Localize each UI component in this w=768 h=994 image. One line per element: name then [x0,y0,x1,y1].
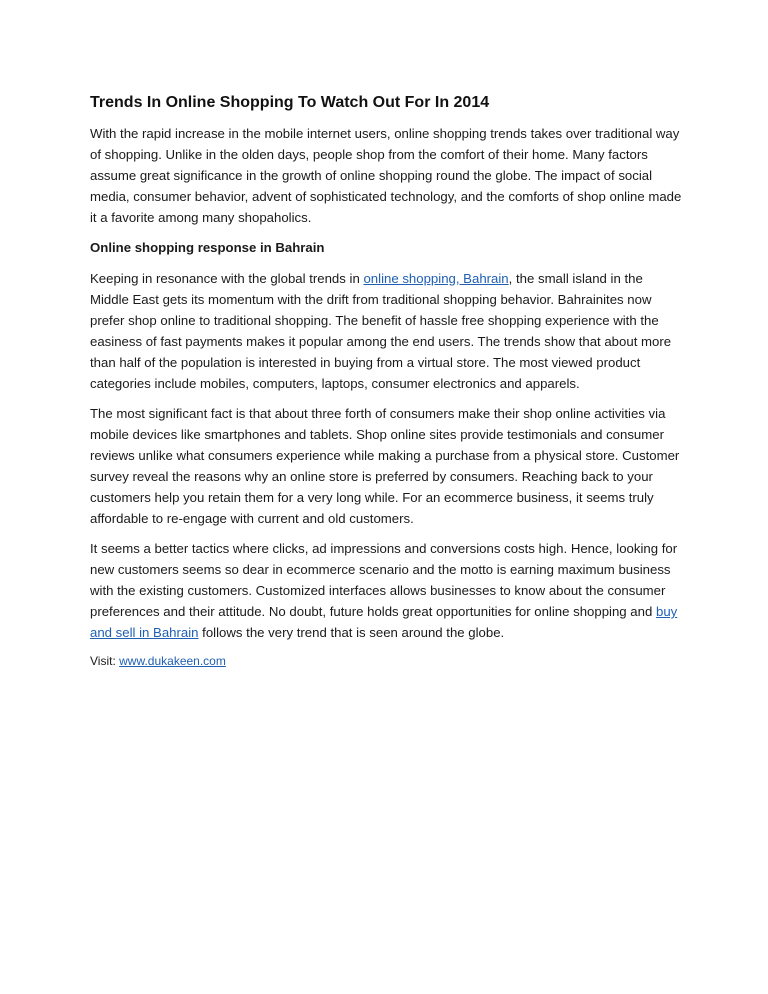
paragraph-text: It seems a better tactics where clicks, ad impressions and conversions costs high. Hence, looking for new customers seems so dear in ecommerce scenario and the motto is earning maximum business with the existing customers. Customized interfaces allows businesses to know about the consumer preferences and their attitude. No doubt, future holds great opportunities for online shopping and [90,541,678,619]
buy-sell-bahrain-link[interactable]: buy and sell in Bahrain [90,604,678,640]
paragraph-text: Keeping in resonance with the global trends in [90,271,364,286]
paragraph-text: follows the very trend that is seen around the globe. [198,625,505,640]
document-page [90,92,682,679]
bahrain-paragraph [90,268,682,394]
paragraph-text: , the small island in the Middle East gets its momentum with the drift from traditional shopping behavior. Bahrainites now prefer shop online to traditional shopping. The benefit of hassle free shopping experience with the easiness of fast payments makes it popular among the end users. The trends show that about more than half of the population is interested in buying from a virtual store. The most viewed product categories include mobiles, computers, laptops, consumer electronics and apparels. [90,271,672,391]
website-link[interactable]: www.dukakeen.com [119,654,226,668]
online-shopping-bahrain-link[interactable]: online shopping, Bahrain [363,271,509,286]
intro-paragraph: With the rapid increase in the mobile internet users, online shopping trends takes over traditional way of shopping. Unlike in the olden days, people shop from the comfort of their home. Many factors assume great significance in the growth of online shopping round the globe. The impact of social media, consumer behavior, advent of sophisticated technology, and the comforts of shop online made it a favorite among many shopaholics. [90,126,682,225]
visit-line [90,652,682,670]
tactics-paragraph [90,538,682,643]
visit-label: Visit: [90,654,120,668]
document-title: Trends In Online Shopping To Watch Out For In 2014 [90,94,490,111]
mobile-consumers-paragraph: The most significant fact is that about three forth of consumers make their shop online activities via mobile devices like smartphones and tablets. Shop online sites provide testimonials and consumer reviews unlike what consumers experience while making a purchase from a physical store. Customer survey reveal the reasons why an online store is preferred by consumers. Reaching back to your customers help you retain them for a very long while. For an ecommerce business, it seems truly affordable to re-engage with current and old customers. [90,406,680,526]
section-subheading: Online shopping response in Bahrain [90,240,325,255]
